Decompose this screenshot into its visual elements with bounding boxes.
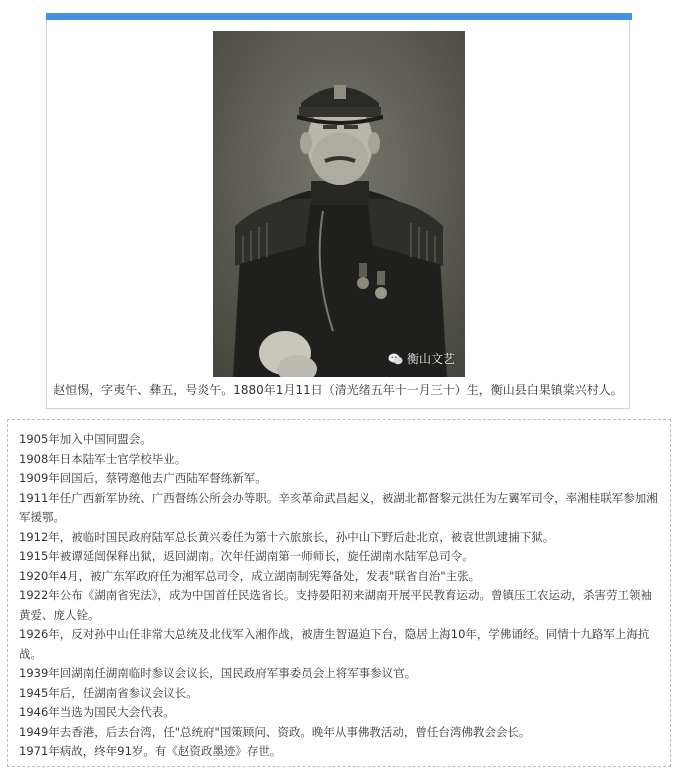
bio-item: 1908年日本陆军士官学校毕业。 [19,451,187,466]
bio-item: 1922年公布《湖南省宪法》，成为中国首任民选省长。支持晏阳初来湖南开展平民教育运动。曾镇压工农运动，杀害劳工领袖黄爱、庞人铨。 [19,588,653,622]
watermark-text: 衡山文艺 [406,352,455,366]
bio-item: 1939年回湖南任湖南临时参议会议长，国民政府军事委员会上将军事参议官。 [19,666,417,680]
bio-item: 1945年后，任湖南省参议会议长。 [19,685,198,700]
photo-card [46,13,630,409]
biography-list [19,430,658,762]
biography-box [7,419,671,767]
bio-item: 1912年，被临时国民政府陆军总长黄兴委任为第十六旅旅长，孙中山下野后赴北京，被袁世凯逮捕下狱。 [19,529,555,544]
bio-item: 1946年当选为国民大会代表。 [19,705,175,719]
watermark [388,350,455,367]
portrait-photo [213,31,465,377]
bio-item: 1949年去香港，后去台湾，任"总统府"国策顾问、资政。晚年从事佛教活动，曾任台湾佛教会会长。 [19,724,531,739]
portrait-illustration [213,31,465,377]
bio-item: 1926年，反对孙中山任非常大总统及北伐军入湘作战，被唐生智逼迫下台，隐居上海10年，学佛诵经。同情十九路军上海抗战。 [19,627,650,661]
bio-item: 1905年加入中国同盟会。 [19,432,152,446]
wechat-icon [388,353,403,365]
bio-item: 1915年被谭延闿保释出狱，返回湖南。次年任湖南第一师师长，旋任湖南水陆军总司令。 [19,549,474,563]
bio-item: 1911年任广西新军协统、广西督练公所会办等职。辛亥革命武昌起义，被湖北都督黎元洪任为左翼军司令，率湘桂联军参加湘军援鄂。 [19,490,658,524]
bio-item: 1971年病故，终年91岁。有《赵资政墨迹》存世。 [19,744,282,758]
photo-caption: 赵恒惕，字夷午、彝五，号炎午。1880年1月11日（清光绪五年十一月三十）生，衡山县白果镇棠兴村人。 [53,383,623,397]
card-accent-bar [46,13,632,20]
bio-item: 1920年4月，被广东军政府任为湘军总司令，成立湖南制宪筹备处，发表"联省自治"主张。 [19,568,481,583]
bio-item: 1909年回国后，蔡锷邀他去广西陆军督练新军。 [19,471,267,485]
